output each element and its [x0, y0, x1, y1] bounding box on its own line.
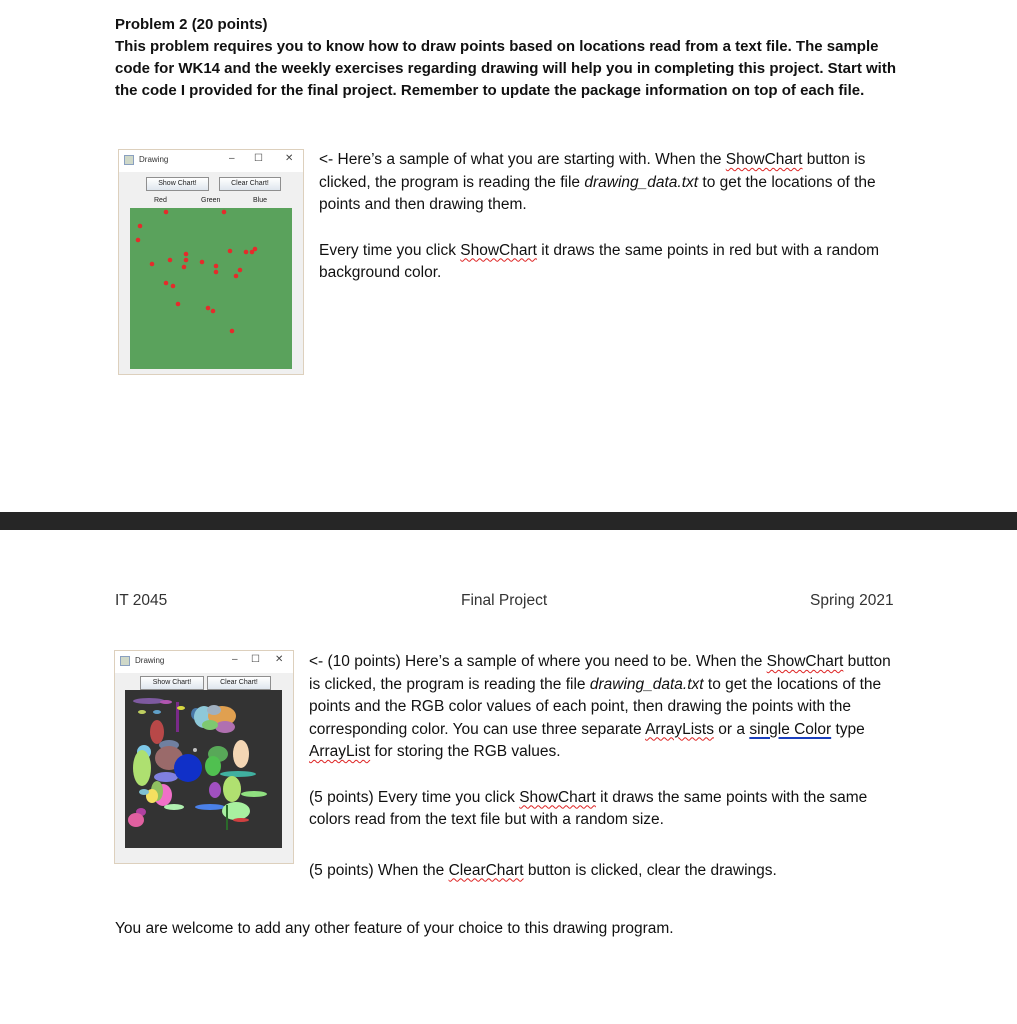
showchart-term: ShowChart: [519, 788, 596, 806]
problem-title: Problem 2 (20 points): [115, 16, 268, 33]
point: [154, 772, 178, 782]
point: [214, 270, 219, 275]
point: [160, 700, 172, 704]
point: [215, 721, 235, 733]
point: [184, 258, 189, 263]
point: [133, 750, 151, 786]
label-green: Green: [201, 197, 221, 204]
point: [222, 210, 227, 215]
canvas-background: [130, 208, 292, 369]
showchart-term: ShowChart: [725, 151, 803, 168]
point: [206, 306, 211, 311]
maximize-icon[interactable]: ☐: [251, 654, 260, 665]
point: [153, 710, 161, 714]
label-blue: Blue: [253, 197, 268, 204]
sample2-text: [309, 651, 901, 882]
clear-chart-button[interactable]: Clear Chart!: [219, 177, 281, 191]
problem-description: This problem requires you to know how to draw points based on locations read from a text file. The sample code for WK14 and the weekly exercises regarding drawing will help you in completing this project. Start with the code I provided for the final project. Remember to update the package information on top of each file.: [115, 38, 896, 99]
point: [168, 258, 173, 263]
label-red: Red: [154, 197, 167, 204]
canvas-red-points: [118, 200, 304, 375]
filename: drawing_data.txt: [589, 675, 704, 693]
header-title: Final Project: [461, 592, 548, 609]
window-title: Drawing: [139, 155, 169, 164]
showchart-term: ShowChart: [766, 653, 844, 670]
sample1-text: [319, 149, 909, 285]
point: [184, 252, 189, 257]
point: [164, 281, 169, 286]
arraylists-term: ArrayLists: [645, 720, 714, 738]
point: [150, 262, 155, 267]
point: [233, 740, 249, 768]
window-titlebar: [119, 150, 303, 172]
point: [174, 754, 202, 782]
point: [200, 260, 205, 265]
point: [150, 720, 164, 744]
arraylist-term: ArrayList: [309, 743, 371, 760]
point: [211, 309, 216, 314]
point: [241, 791, 267, 797]
window-titlebar: [115, 651, 293, 673]
point: [182, 265, 187, 270]
java-app-icon: [120, 656, 130, 666]
point: [136, 238, 141, 243]
canvas-colored-points: [114, 690, 294, 864]
sample1-paragraph1: <- Here’s a sample of what you are starting with. When the ShowChart button is clicked, the program is reading the file drawing_data.txt to get the locations of the points and then drawing them.: [319, 151, 876, 213]
point: [233, 818, 249, 822]
closing-text: You are welcome to add any other feature of your choice to this drawing program.: [115, 920, 674, 937]
point: [193, 748, 197, 752]
point: [177, 706, 185, 710]
clearchart-term: ClearChart: [448, 861, 524, 879]
point: [128, 813, 144, 827]
maximize-icon[interactable]: ☐: [254, 153, 263, 164]
java-app-icon: [124, 155, 134, 165]
header-term: Spring 2021: [810, 592, 894, 609]
point: [205, 756, 221, 776]
close-icon[interactable]: ✕: [275, 654, 284, 665]
point: [209, 782, 221, 798]
showchart-term: ShowChart: [460, 241, 537, 259]
close-icon[interactable]: ✕: [285, 153, 294, 164]
point: [220, 771, 256, 777]
sample2-paragraph1: <- (10 points) Here’s a sample of where you need to be. When the ShowChart button is clicked, the program is reading the file drawing_data.txt to get the locations of the points and the RGB color values of each point, then drawing the points with the corresponding color. You can use three separate ArrayLists or a single Color type ArrayList for storing the RGB values.: [309, 653, 891, 760]
point: [171, 284, 176, 289]
point: [234, 274, 239, 279]
minimize-icon[interactable]: –: [229, 153, 235, 164]
point: [223, 776, 241, 802]
page-break: [0, 512, 1017, 530]
sample1-paragraph2: Every time you click ShowChart it draws the same points in red but with a random background color.: [319, 241, 879, 281]
single-color-term: single Color: [749, 720, 832, 738]
point: [228, 249, 233, 254]
filename: drawing_data.txt: [584, 173, 699, 191]
minimize-icon[interactable]: –: [232, 654, 238, 665]
sample2-paragraph3: (5 points) When the ClearChart button is clicked, clear the drawings.: [309, 861, 777, 879]
point: [202, 720, 218, 730]
problem-heading: [115, 14, 905, 102]
point: [164, 804, 184, 810]
point: [207, 705, 221, 715]
point: [214, 264, 219, 269]
show-chart-button[interactable]: Show Chart!: [140, 676, 204, 690]
window-title: Drawing: [135, 656, 165, 665]
sample2-paragraph2: (5 points) Every time you click ShowChart it draws the same points with the same colors read from the text file but with a random size.: [309, 788, 868, 828]
point: [238, 268, 243, 273]
clear-chart-button[interactable]: Clear Chart!: [207, 676, 271, 690]
header-course: IT 2045: [115, 592, 168, 609]
point: [226, 805, 228, 830]
point: [133, 698, 165, 704]
point: [138, 710, 146, 714]
point: [230, 329, 235, 334]
point: [138, 224, 143, 229]
point: [253, 247, 258, 252]
show-chart-button[interactable]: Show Chart!: [146, 177, 209, 191]
point: [164, 210, 169, 215]
point: [139, 789, 149, 795]
point: [244, 250, 249, 255]
point: [195, 804, 225, 810]
point: [176, 302, 181, 307]
